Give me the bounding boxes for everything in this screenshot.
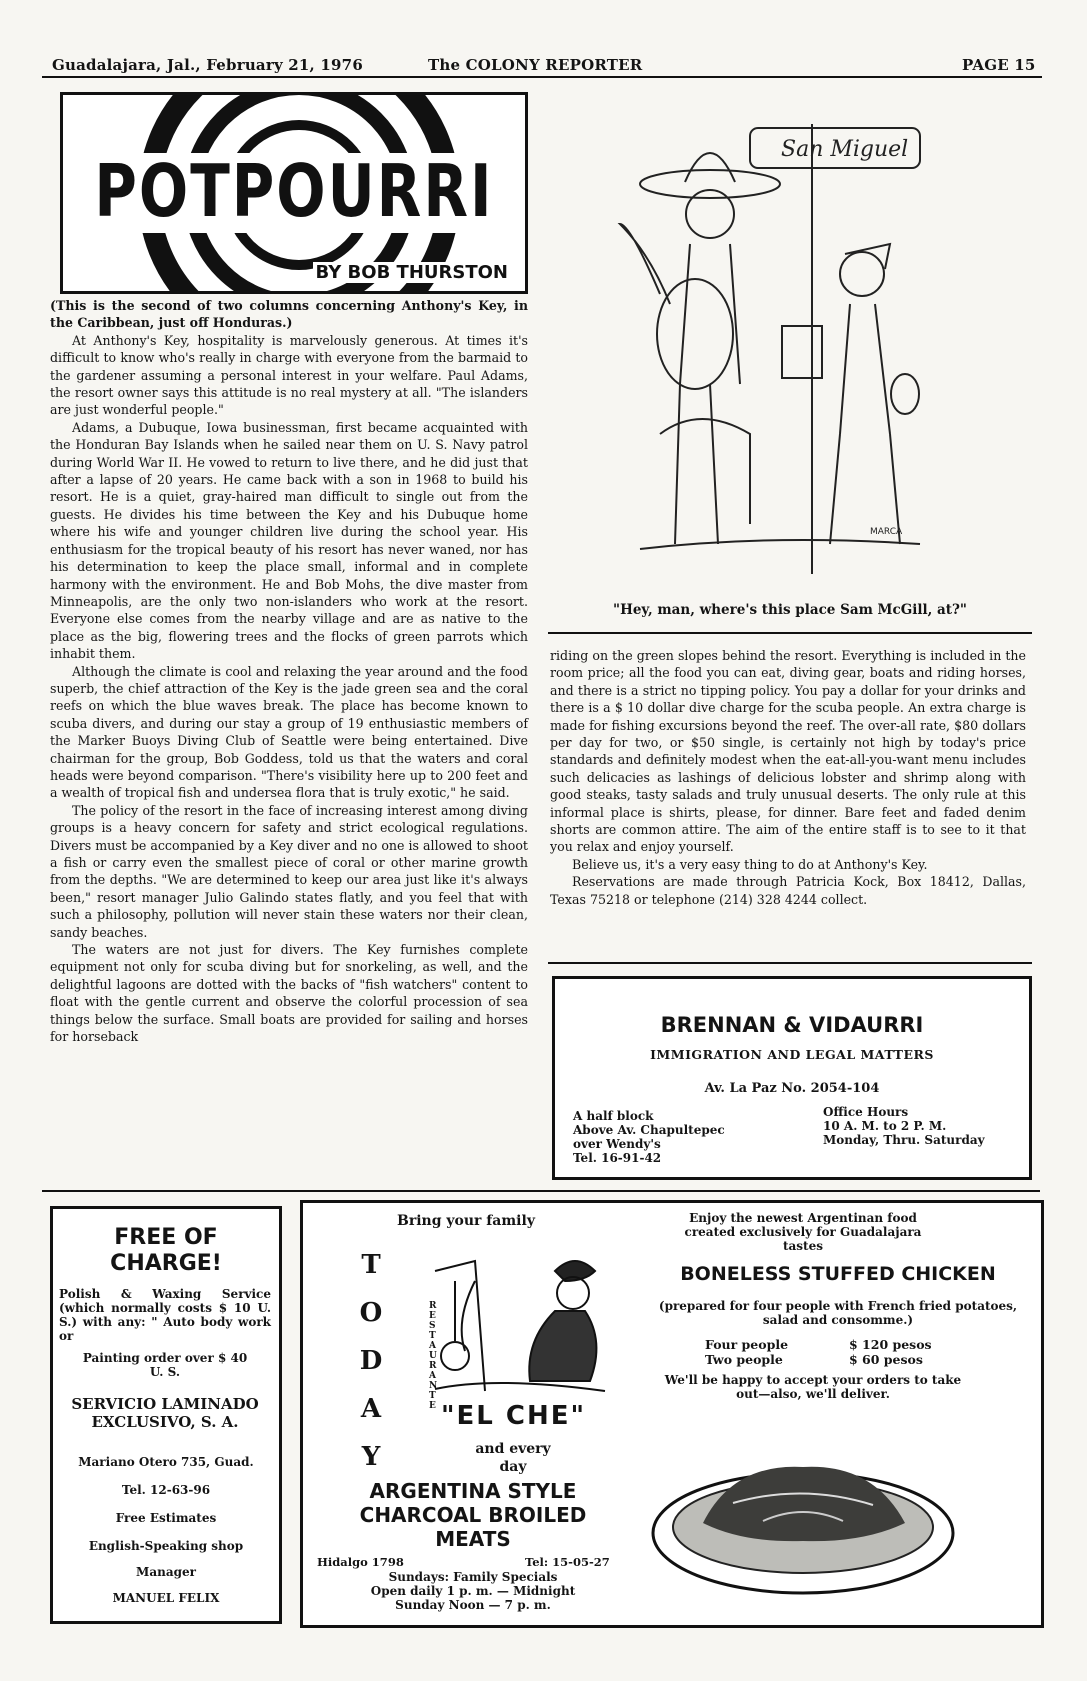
and-every: and every: [475, 1441, 551, 1457]
location-line: Above Av. Chapultepec: [573, 1123, 725, 1137]
ad-firm-location: [573, 1109, 725, 1165]
cartoon-sign-text: San Miguel: [781, 137, 909, 162]
article-paragraph: Adams, a Dubuque, Iowa businessman, first became acquainted with the Honduran Bay Islands when he sailed near them on U. S. Navy patrol during World War II. He vowed to return to live there, and he did just that after a lapse of 20 years. He came back with a son in 1968 to build his resort. He is a quiet, gray-haired man difficult to single out from the guests. He divides his time between the Key and his Dubuque home where his wife and younger children live during the school year. His enthusiasm for the tropical beauty of his resort has never waned, nor has his determination to keep the place small, informal and in complete harmony with the environment. He and Bob Mohs, the dive master from Minneapolis, are the only two non-islanders who work at the resort. Everyone else comes from the nearby village and are as native to the place as the big, flowering trees and the flocks of green parrots which inhabit them.: [50, 419, 528, 662]
free-of-charge-ad: [50, 1206, 282, 1624]
ad-offer: Polish & Waxing Service (which normally costs $ 10 U. S.) with any: " Auto body work or: [59, 1287, 271, 1343]
ad-firm-subtitle: IMMIGRATION AND LEGAL MATTERS: [650, 1047, 934, 1062]
ad-painting: Painting order over $ 40 U. S.: [82, 1351, 248, 1379]
gaucho-grill-illustration: [415, 1241, 615, 1401]
article-paragraph: Believe us, it's a very easy thing to do at Anthony's Key.: [572, 856, 928, 872]
location-line: over Wendy's: [573, 1137, 661, 1151]
ad-headline: FREE OF CHARGE!: [110, 1225, 222, 1276]
article-right-column: [550, 647, 1026, 908]
sunday-hours: Sunday Noon — 7 p. m.: [395, 1598, 551, 1612]
brennan-vidaurri-ad: [552, 976, 1032, 1180]
article-paragraph: The waters are not just for divers. The Key furnishes complete equipment not only for scuba diving but for snorkeling, as well, and the delightful lagoons are dotted with the backs of "fish watchers" content to float with the gentle current and observe the colorful procession of sea things below the surface. Small boats are provided for sailing and horses for horseback: [50, 942, 528, 1045]
ad-manager-label: Manager: [136, 1565, 196, 1579]
location-line: A half block: [573, 1109, 654, 1123]
potpourri-logo: [60, 92, 528, 294]
restaurant-name: "EL CHE": [441, 1401, 587, 1431]
article-paragraph: Although the climate is cool and relaxing the year around and the food superb, the chief attraction of the Key is the jade green sea and the coral reefs on which the blue waves break. The place has become known to scuba divers, and during our stay a group of 19 enthusiastic members of the Marker Buoys Diving Club of Seattle were being entertained. Dive chairman for the group, Bob Goddess, told us that the waters and coral heads were beyond comparison. "There's visibility here up to 200 feet and a wealth of tropical fish and undersea flora that is truly exotic," he said.: [50, 663, 528, 801]
today-letter: T: [361, 1250, 381, 1280]
style-line-3: MEATS: [435, 1527, 511, 1551]
article-end-rule: [548, 962, 1032, 964]
ad-phone: Tel. 12-63-96: [121, 1483, 211, 1497]
article-paragraph: At Anthony's Key, hospitality is marvelously generous. At times it's difficult to know who's really in charge with everyone from the barmaid to the gardener assuming a personal interest in your welfare. Paul Adams, the resort owner says this attitude is no real mystery at all. "The islanders are just wonderful people.": [50, 332, 528, 418]
price-values: [849, 1337, 932, 1367]
ad-shop: English-Speaking shop: [88, 1539, 244, 1553]
takeout-text: We'll be happy to accept your orders to take out—also, we'll deliver.: [664, 1373, 962, 1401]
ad-estimates: Free Estimates: [115, 1511, 217, 1525]
cartoon-signature: MARCA: [870, 527, 903, 537]
today-letter: Y: [361, 1442, 381, 1472]
article-paragraph: The policy of the resort in the face of increasing interest among diving groups is a heavy concern for safety and strict ecological regulations. Divers must be accompanied by a Key diver and no one is allowed to shoot a fish or carry even the smallest piece of coral or other marine growth from the depths. "We are determined to keep our area just like it's always been," resort manager Julio Galindo states flatly, and you feel that with such a philosophy, pollution will never stain these waters nor their clean, sandy beaches.: [50, 802, 528, 940]
dish-description: (prepared for four people with French fried potatoes, salad and consomme.): [658, 1299, 1018, 1327]
dateline: Guadalajara, Jal., February 21, 1976: [52, 56, 363, 74]
cartoon-illustration: [600, 104, 940, 594]
restaurante-vertical: RESTAURANTE: [429, 1301, 438, 1411]
bring-family: Bring your family: [397, 1213, 535, 1229]
restaurant-address: Hidalgo 1798: [317, 1555, 404, 1569]
article-left-column: [50, 297, 528, 1045]
two-people-price: $ 60 pesos: [849, 1352, 923, 1367]
column-title: POTPOURRI: [94, 148, 494, 234]
el-che-restaurant-ad: [300, 1200, 1044, 1628]
enjoy-text: Enjoy the newest Argentinan food created exclusively for Guadalajara tastes: [684, 1211, 922, 1253]
ad-firm-hours: [823, 1105, 985, 1147]
open-hours: Open daily 1 p. m. — Midnight: [370, 1584, 576, 1598]
article-paragraph: riding on the green slopes behind the resort. Everything is included in the room price; all the food you can eat, diving gear, boats and riding horses, and there is a strict no tipping policy. You pay a dollar for your drinks and there is a $ 10 dollar dive charge for the scuba people. An extra charge is made for fishing excursions beyond the reef. The over-all rate, $80 dollars per day for two, or $50 single, is certainly not high by today's price standards and definitely modest when the eat-all-you-want menu includes such delicacies as lashings of delicious lobster and shrimp along with good steaks, tasty salads and truly unusual deserts. The only rule at this informal place is shirts, please, for dinner. Bare feet and faded denim shorts are common attire. The aim of the entire staff is to see to it that you relax and enjoy yourself.: [550, 648, 1026, 855]
today-letter: O: [359, 1298, 383, 1328]
cartoon-caption: "Hey, man, where's this place Sam McGill, at?": [613, 602, 967, 618]
four-people-label: Four people: [705, 1337, 789, 1352]
today-letter: D: [359, 1346, 383, 1376]
chicken-platter-illustration: [643, 1423, 963, 1603]
two-people-label: Two people: [705, 1352, 783, 1367]
page-number: PAGE 15: [962, 56, 1036, 74]
price-labels: [705, 1337, 788, 1367]
caption-rule: [548, 632, 1032, 634]
ad-address: Mariano Otero 735, Guad.: [78, 1455, 254, 1469]
restaurant-phone: Tel: 15-05-27: [525, 1555, 610, 1569]
hours-line: 10 A. M. to 2 P. M.: [823, 1119, 947, 1133]
four-people-price: $ 120 pesos: [849, 1337, 932, 1352]
column-byline: BY BOB THURSTON: [313, 262, 511, 283]
every-day: day: [499, 1459, 527, 1475]
article-intro: (This is the second of two columns concerning Anthony's Key, in the Caribbean, just off Honduras.): [50, 298, 528, 331]
ad-company: SERVICIO LAMINADO EXCLUSIVO, S. A.: [71, 1395, 259, 1431]
today-vertical: [359, 1241, 383, 1481]
today-letter: A: [360, 1394, 382, 1424]
ads-divider-rule: [42, 1190, 1040, 1192]
article-paragraph: Reservations are made through Patricia Kock, Box 18412, Dallas, Texas 75218 or telephone (214) 328 4244 collect.: [550, 874, 1026, 907]
ad-firm-address: Av. La Paz No. 2054-104: [704, 1081, 880, 1096]
hours-line: Office Hours: [823, 1105, 909, 1119]
style-line-1: ARGENTINA STYLE: [369, 1479, 577, 1503]
hours-line: Monday, Thru. Saturday: [823, 1133, 985, 1147]
ad-firm-name: BRENNAN & VIDAURRI: [660, 1013, 924, 1037]
newspaper-title: The COLONY REPORTER: [428, 56, 643, 74]
style-line-2: CHARCOAL BROILED: [359, 1503, 587, 1527]
sundays-specials: Sundays: Family Specials: [388, 1570, 558, 1584]
dish-name: BONELESS STUFFED CHICKEN: [680, 1263, 996, 1285]
firm-phone: Tel. 16-91-42: [573, 1151, 662, 1165]
header-rule: [42, 76, 1042, 78]
ad-manager-name: MANUEL FELIX: [112, 1591, 220, 1605]
